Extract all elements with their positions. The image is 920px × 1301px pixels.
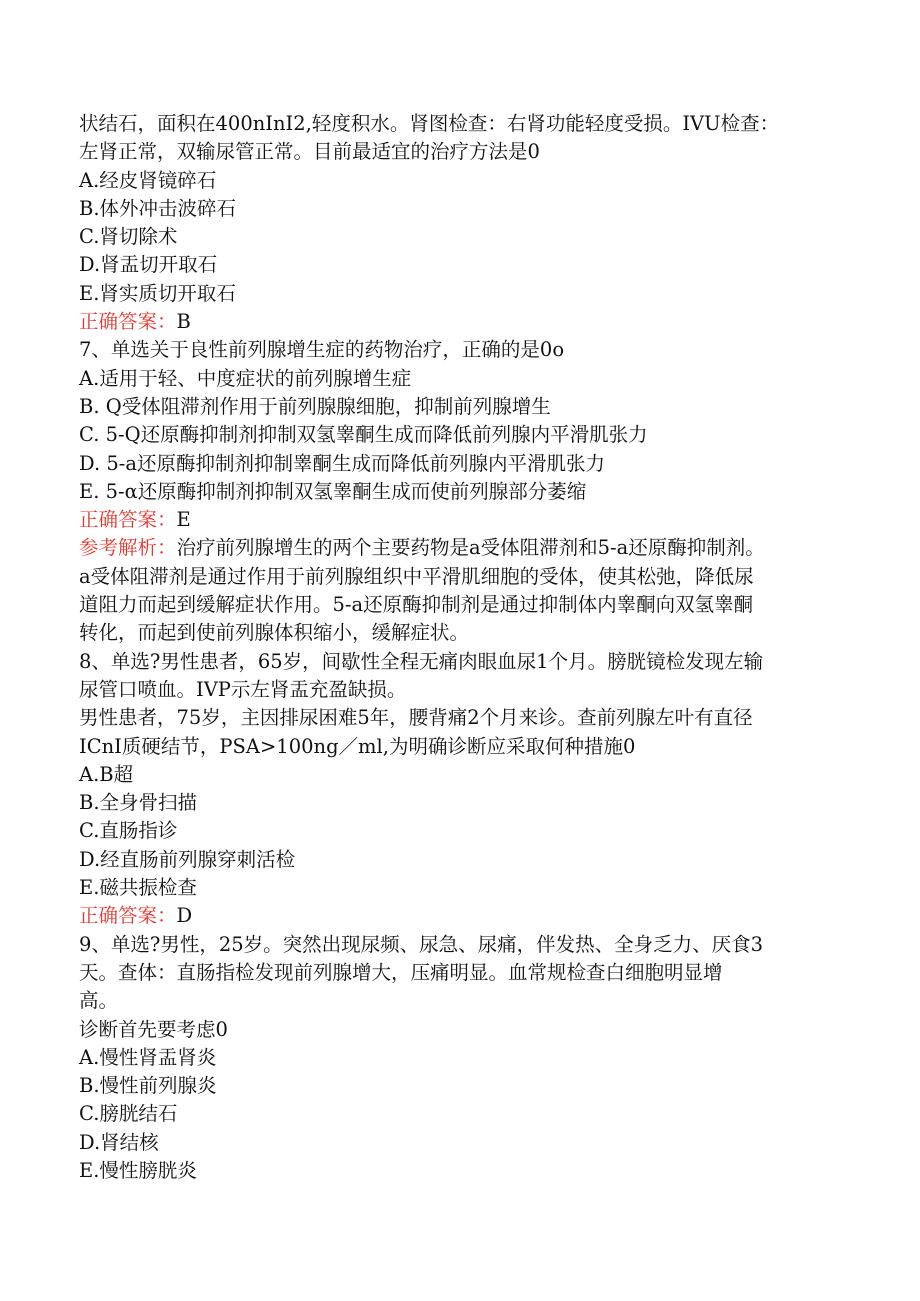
option-e: E. 5-α还原酶抑制剂抑制双氢睾酮生成而使前列腺部分萎缩: [79, 479, 587, 503]
answer-value: E: [176, 508, 191, 532]
answer-label: 正确答案：: [79, 904, 177, 928]
option-a: A.B超: [79, 762, 134, 786]
question-stem-line: 7、单选关于良性前列腺增生症的药物治疗，正确的是0o: [79, 338, 565, 362]
answer-label: 正确答案：: [79, 508, 177, 532]
question-stem-line: 天。查体：直肠指检发现前列腺增大，压痛明显。血常规检查白细胞明显增: [79, 960, 723, 984]
option-b: B. Q受体阻滞剂作用于前列腺腺细胞，抑制前列腺增生: [79, 394, 551, 418]
option-b: B.慢性前列腺炎: [79, 1074, 217, 1098]
option-c: C.直肠指诊: [79, 819, 178, 843]
option-c: C. 5-Q还原酶抑制剂抑制双氢睾酮生成而降低前列腺内平滑肌张力: [79, 423, 648, 447]
answer-value: D: [176, 904, 193, 928]
option-d: D.经直肠前列腺穿刺活检: [79, 847, 296, 871]
answer-line: [79, 308, 839, 336]
answer-line: [79, 506, 839, 534]
question-stem-line: ICnI质硬结节，PSA>100ng／ml,为明确诊断应采取何种措施0: [79, 734, 636, 758]
analysis-line: [79, 534, 839, 562]
analysis-text: 治疗前列腺增生的两个主要药物是a受体阻滞剂和5-a还原酶抑制剂。: [176, 536, 765, 560]
option-b: B.全身骨扫描: [79, 791, 198, 815]
option-b: B.体外冲击波碎石: [79, 196, 237, 220]
option-e: E.肾实质切开取石: [79, 281, 236, 305]
question-8: [79, 648, 839, 931]
question-6: [79, 110, 839, 336]
option-a: A.慢性肾盂肾炎: [79, 1045, 217, 1069]
document-page: [79, 110, 839, 1185]
option-e: E.慢性膀胱炎: [79, 1158, 197, 1182]
question-stem-line: 状结石，面积在400nInI2,轻度积水。肾图检查：右肾功能轻度受损。IVU检查：: [79, 112, 780, 135]
analysis-label: 参考解析：: [79, 536, 177, 560]
question-stem-line: 9、单选?男性，25岁。突然出现尿频、尿急、尿痛，伴发热、全身乏力、厌食3: [79, 932, 764, 956]
option-a: A.经皮肾镜碎石: [79, 168, 217, 192]
question-stem-line: 诊断首先要考虑0: [79, 1017, 228, 1041]
option-e: E.磁共振检查: [79, 876, 197, 900]
answer-value: B: [176, 310, 191, 334]
answer-line: [79, 902, 839, 930]
option-d: D. 5-a还原酶抑制剂抑制睾酮生成而降低前列腺内平滑肌张力: [79, 451, 605, 475]
question-stem-line: 左肾正常，双输尿管正常。目前最适宜的治疗方法是0: [79, 140, 540, 164]
analysis-text: 道阻力而起到缓解症状作用。5-a还原酶抑制剂是通过抑制体内睾酮向双氢睾酮: [79, 593, 754, 617]
question-7: [79, 336, 839, 647]
analysis-text: a受体阻滞剂是通过作用于前列腺组织中平滑肌细胞的受体，使其松弛，降低尿: [79, 564, 754, 588]
option-c: C.肾切除术: [79, 225, 178, 249]
option-c: C.膀胱结石: [79, 1102, 178, 1126]
option-d: D.肾结核: [79, 1130, 159, 1154]
option-a: A.适用于轻、中度症状的前列腺增生症: [79, 366, 412, 390]
question-9: [79, 931, 839, 1186]
question-stem-line: 8、单选?男性患者，65岁，间歇性全程无痛肉眼血尿1个月。膀胱镜检发现左输: [79, 649, 764, 673]
answer-label: 正确答案：: [79, 310, 177, 334]
question-stem-line: 男性患者，75岁，主因排尿困难5年，腰背痛2个月来诊。查前列腺左叶有直径: [79, 706, 753, 730]
question-stem-line: 高。: [79, 989, 119, 1013]
option-d: D.肾盂切开取石: [79, 253, 218, 277]
question-stem-line: 尿管口喷血。IVP示左肾盂充盈缺损。: [79, 677, 407, 701]
analysis-text: 转化，而起到使前列腺体积缩小，缓解症状。: [79, 621, 470, 645]
